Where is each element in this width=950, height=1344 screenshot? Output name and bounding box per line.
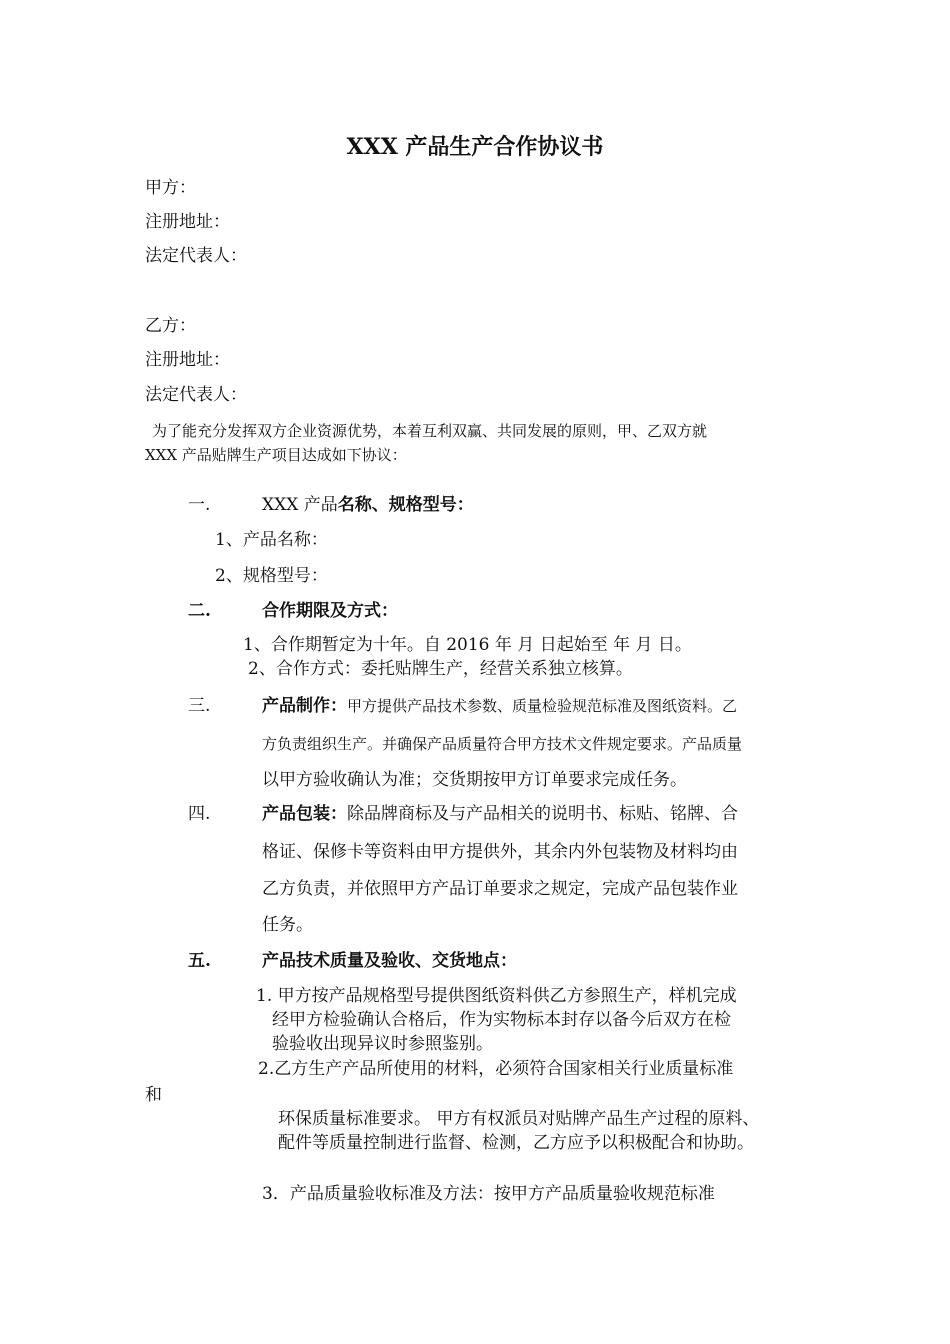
section-5-number: 五. <box>188 951 211 971</box>
section-5-heading: 产品技术质量及验收、交货地点： <box>262 951 517 971</box>
section-1-heading-bold: 名称、规格型号： <box>337 495 474 515</box>
section-3-heading: 产品制作： <box>262 696 347 716</box>
section-5-p1-line-2: 经甲方检验确认合格后，作为实物标本封存以备今后双方在检 <box>272 1010 731 1030</box>
section-4-line-4: 任务。 <box>262 915 313 935</box>
section-2-heading: 合作期限及方式： <box>262 601 398 621</box>
section-4-line-2: 格证、保修卡等资料由甲方提供外，其余内外包装物及材料均由 <box>262 842 738 862</box>
section-1-number: 一. <box>188 495 211 515</box>
section-4-line-1 <box>262 803 738 825</box>
section-3-number: 三. <box>188 696 211 716</box>
section-5-p3-line-1: 3．产品质量验收标准及方法：按甲方产品质量验收规范标准 <box>262 1184 715 1204</box>
party-b-address-label: 注册地址： <box>145 350 230 370</box>
section-5-p2-and: 和 <box>145 1085 162 1105</box>
section-4-line-3: 乙方负责，并依照甲方产品订单要求之规定，完成产品包装作业 <box>262 879 738 899</box>
section-5-p2-line-3: 配件等质量控制进行监督、检测，乙方应予以积极配合和协助。 <box>278 1133 754 1153</box>
section-3-line-2: 方负责组织生产。并确保产品质量符合甲方技术文件规定要求。产品质量 <box>262 735 743 753</box>
section-5-p1-line-3: 验验收出现异议时参照鉴别。 <box>272 1034 493 1054</box>
section-5-p1-line-1: 1. 甲方按产品规格型号提供图纸资料供乙方参照生产，样机完成 <box>256 986 737 1006</box>
section-1-heading <box>262 494 474 516</box>
section-4-number: 四. <box>188 804 211 824</box>
party-b-label: 乙方： <box>145 316 196 336</box>
section-3-text-1: 甲方提供产品技术参数、质量检验规范标准及图纸资料。乙 <box>347 697 738 715</box>
intro-line-1: 为了能充分发挥双方企业资源优势，本着互利双赢、共同发展的原则，甲、乙双方就 <box>152 422 708 440</box>
section-3-line-3: 以甲方验收确认为准；交货期按甲方订单要求完成任务。 <box>262 770 687 790</box>
party-a-rep-label: 法定代表人： <box>145 246 247 266</box>
section-4-text-1: 除品牌商标及与产品相关的说明书、标贴、铭牌、合 <box>347 804 738 824</box>
section-1-item-1: 1、产品名称： <box>215 530 328 550</box>
party-a-address-label: 注册地址： <box>145 212 230 232</box>
section-2-item-2: 2、合作方式：委托贴牌生产，经营关系独立核算。 <box>248 659 633 679</box>
section-2-item-1: 1、合作期暂定为十年。自 2016 年 月 日起始至 年 月 日。 <box>243 635 692 655</box>
section-2-number: 二. <box>188 601 211 621</box>
section-4-heading: 产品包装： <box>262 804 347 824</box>
intro-line-2: XXX 产品贴牌生产项目达成如下协议： <box>145 446 407 464</box>
section-1-item-2: 2、规格型号： <box>215 566 328 586</box>
section-1-heading-plain: XXX 产品 <box>262 495 338 515</box>
party-b-rep-label: 法定代表人： <box>145 385 247 405</box>
party-a-label: 甲方： <box>145 178 196 198</box>
section-5-p2-line-2: 环保质量标准要求。 甲方有权派员对贴牌产品生产过程的原料、 <box>278 1109 760 1129</box>
section-5-p2-line-1: 2.乙方生产产品所使用的材料，必须符合国家相关行业质量标准 <box>258 1059 734 1079</box>
document-title: XXX 产品生产合作协议书 <box>346 134 604 160</box>
section-3-line-1 <box>262 695 737 717</box>
